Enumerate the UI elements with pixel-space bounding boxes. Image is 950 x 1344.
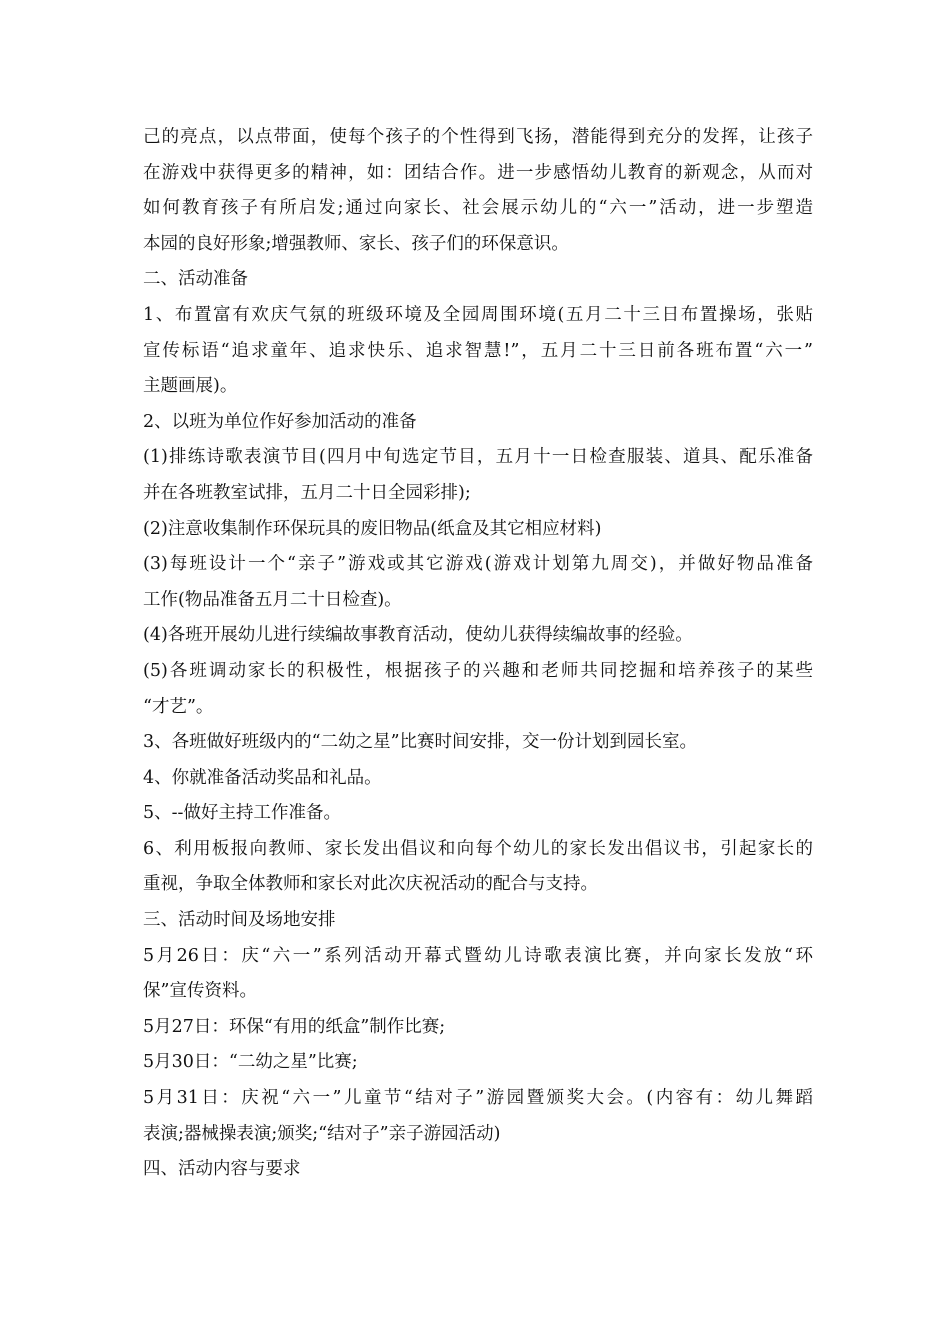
- text-line: 2、以班为单位作好参加活动的准备: [143, 411, 417, 432]
- text-line: “才艺”。: [143, 696, 214, 717]
- paragraph-schedule-31: [143, 1081, 813, 1152]
- text-line: 工作(物品准备五月二十日检查)。: [143, 589, 402, 610]
- paragraph-prep-3: [143, 725, 813, 761]
- paragraph-schedule-30: [143, 1045, 813, 1081]
- paragraph-prep-2: [143, 405, 813, 441]
- text-line: 5月27日：环保“有用的纸盒”制作比赛;: [143, 1016, 446, 1037]
- text-line: 己的亮点，以点带面，使每个孩子的个性得到飞扬，潜能得到充分的发挥，让孩子: [143, 127, 813, 147]
- text-line: (3)每班设计一个“亲子”游戏或其它游戏(游戏计划第九周交)，并做好物品准备: [143, 554, 813, 575]
- text-line: 5、--做好主持工作准备。: [143, 803, 341, 824]
- paragraph-heading-4: [143, 1152, 813, 1188]
- paragraph-intro-continued: [143, 120, 813, 262]
- text-line: (2)注意收集制作环保玩具的废旧物品(纸盒及其它相应材料): [143, 518, 602, 539]
- text-line: 4、你就准备活动奖品和礼品。: [143, 767, 382, 788]
- text-line: 三、活动时间及场地安排: [143, 910, 336, 931]
- text-line: 宣传标语“追求童年、追求快乐、追求智慧!”，五月二十三日前各班布置“六一”: [143, 340, 813, 361]
- text-line: 1、布置富有欢庆气氛的班级环境及全园周围环境(五月二十三日布置操场，张贴: [143, 304, 813, 325]
- text-line: 表演;器械操表演;颁奖;“结对子”亲子游园活动): [143, 1123, 501, 1144]
- text-line: (4)各班开展幼儿进行续编故事教育活动，使幼儿获得续编故事的经验。: [143, 625, 693, 646]
- paragraph-prep-4: [143, 761, 813, 797]
- text-line: 二、活动准备: [143, 269, 248, 290]
- text-line: 四、活动内容与要求: [143, 1159, 301, 1180]
- text-line: 并在各班教室试排，五月二十日全园彩排);: [143, 482, 471, 503]
- paragraph-schedule-26: [143, 939, 813, 1010]
- text-line: (1)排练诗歌表演节目(四月中旬选定节目，五月十一日检查服装、道具、配乐准备: [143, 447, 813, 468]
- text-line: 5月26日：庆“六一”系列活动开幕式暨幼儿诗歌表演比赛，并向家长发放“环: [143, 945, 813, 966]
- paragraph-prep-2-1: [143, 440, 813, 511]
- paragraph-heading-3: [143, 903, 813, 939]
- document-body: [143, 120, 813, 1188]
- paragraph-prep-6: [143, 832, 813, 903]
- text-line: 主题画展)。: [143, 376, 238, 397]
- paragraph-prep-2-2: [143, 512, 813, 548]
- text-line: 5月30日：“二幼之星”比赛;: [143, 1052, 358, 1073]
- text-line: (5)各班调动家长的积极性，根据孩子的兴趣和老师共同挖掘和培养孩子的某些: [143, 660, 813, 681]
- paragraph-prep-2-5: [143, 654, 813, 725]
- text-line: 本园的良好形象;增强教师、家长、孩子们的环保意识。: [143, 233, 569, 254]
- text-line: 如何教育孩子有所启发;通过向家长、社会展示幼儿的“六一”活动，进一步塑造: [143, 198, 813, 219]
- text-line: 在游戏中获得更多的精神，如：团结合作。进一步感悟幼儿教育的新观念，从而对: [143, 162, 813, 183]
- text-line: 重视，争取全体教师和家长对此次庆祝活动的配合与支持。: [143, 874, 598, 895]
- text-line: 保”宣传资料。: [143, 981, 257, 1002]
- text-line: 3、各班做好班级内的“二幼之星”比赛时间安排，交一份计划到园长室。: [143, 732, 698, 753]
- paragraph-prep-5: [143, 796, 813, 832]
- paragraph-schedule-27: [143, 1010, 813, 1046]
- paragraph-prep-2-4: [143, 618, 813, 654]
- paragraph-heading-2: [143, 262, 813, 298]
- paragraph-prep-1: [143, 298, 813, 405]
- text-line: 5月31日：庆祝“六一”儿童节“结对子”游园暨颁奖大会。(内容有：幼儿舞蹈: [143, 1088, 813, 1109]
- paragraph-prep-2-3: [143, 547, 813, 618]
- text-line: 6、利用板报向教师、家长发出倡议和向每个幼儿的家长发出倡议书，引起家长的: [143, 838, 813, 859]
